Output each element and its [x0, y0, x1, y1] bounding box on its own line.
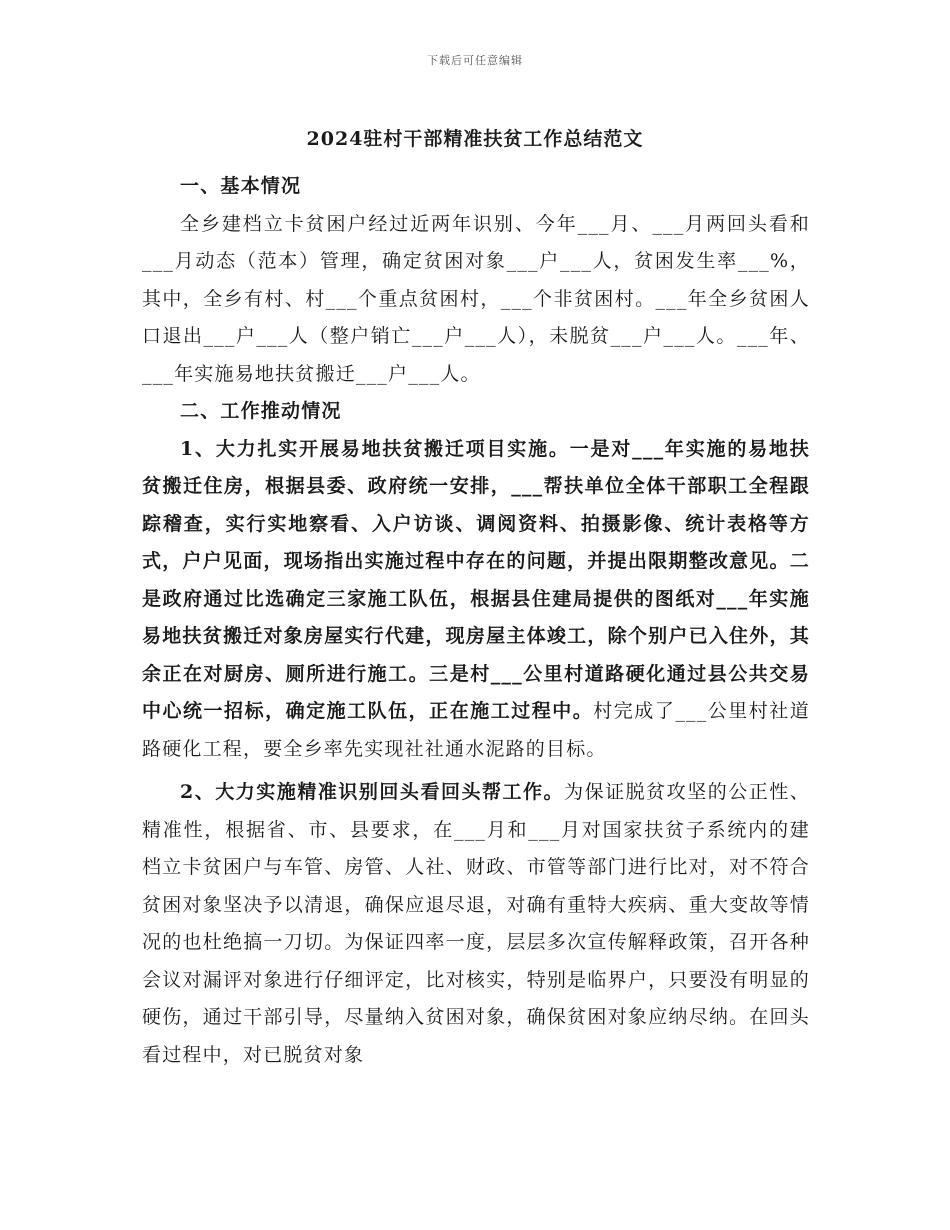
document-title: 2024驻村干部精准扶贫工作总结范文 [306, 128, 644, 150]
item-1-text: 村完成了___公里村社道路硬化工程，要全乡率先实现社社通水泥路的目标。 [142, 700, 810, 760]
section-heading-basic: 一、基本情况 [180, 175, 302, 197]
section-heading-progress: 二、工作推动情况 [180, 400, 342, 422]
item-1-bold-text: 1、大力扎实开展易地扶贫搬迁项目实施。一是对___年实施的易地扶贫搬迁住房，根据县委、政府统一安排，___帮扶单位全体干部职工全程跟踪稽查，实行实地察看、入户访谈、调阅资料、拍摄影像、统计表格等方式，户户见面，现场指出实施过程中存在的问题，并提出限期整改意见。二是政府通过比选确定三家施工队伍，根据县住建局提供的图纸对___年实施易地扶贫搬迁对象房屋实行代建，现房屋主体竣工，除个别户已入住外，其余正在对厨房、厕所进行施工。三是村___公里村道路硬化通过县公共交易中心统一招标，确定施工队伍，正在施工过程中。 [142, 437, 810, 722]
paragraph-basic-situation: 全乡建档立卡贫困户经过近两年识别、今年___月、___月两回头看和___月动态（范本）管理，确定贫困对象___户___人，贫困发生率___%，其中，全乡有村、村___个重点贫困村，___个非贫困村。___年全乡贫困人口退出___户___人（整户销亡___户___人），未脱贫___户___人。___年、___年实施易地扶贫搬迁___户___人。 [142, 212, 810, 385]
paragraph-item-1 [142, 431, 810, 769]
header-note: 下载后可任意编辑 [427, 54, 523, 67]
item-2-text: 为保证脱贫攻坚的公正性、精准性，根据省、市、县要求，在___月和___月对国家扶贫子系统内的建档立卡贫困户与车管、房管、人社、财政、市管等部门进行比对，对不符合贫困对象坚决予以清退，确保应退尽退，对确有重特大疾病、重大变故等情况的也杜绝搞一刀切。为保证四率一度，层层多次宣传解释政策，召开各种会议对漏评对象进行仔细评定，比对核实，特别是临界户，只要没有明显的硬伤，通过干部引导，尽量纳入贫困对象，确保贫困对象应纳尽纳。在回头看过程中，对已脱贫对象 [142, 781, 810, 1066]
paragraph-item-2 [142, 774, 810, 1074]
document-body [142, 168, 810, 1074]
item-2-bold-text: 2、大力实施精准识别回头看回头帮工作。 [180, 781, 565, 803]
